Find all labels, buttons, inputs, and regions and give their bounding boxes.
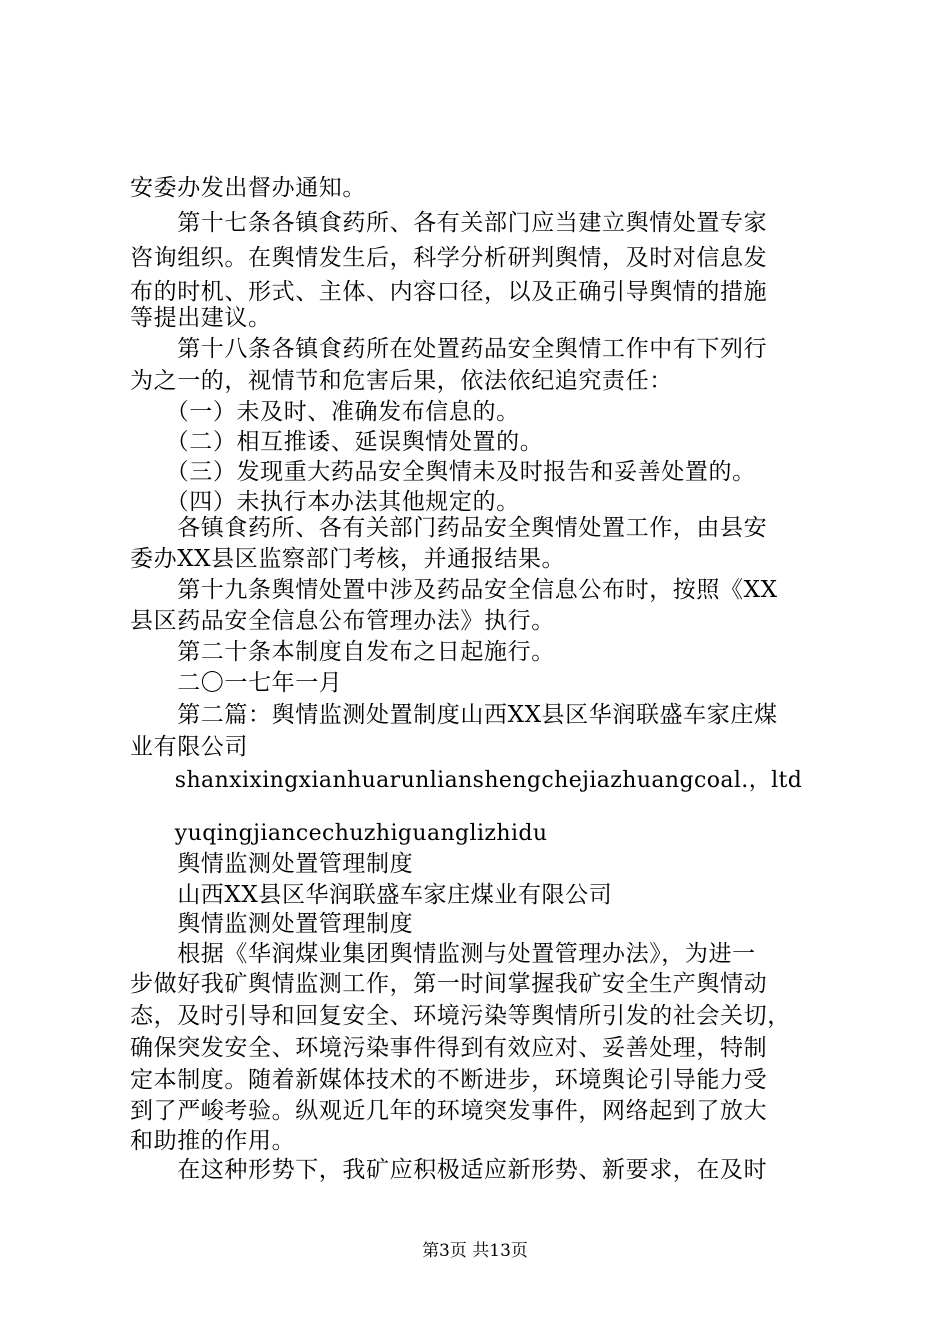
page-number-footer: 第3页 共13页 xyxy=(422,1241,528,1261)
text-line: 各镇食药所、各有关部门药品安全舆情处置工作，由县安 xyxy=(130,515,768,541)
text-line: 舆情监测处置管理制度 xyxy=(130,851,414,877)
text-line: 第十八条各镇食药所在处置药品安全舆情工作中有下列行 xyxy=(130,336,768,362)
text-line: shanxixingxianhuarunlianshengchejiazhuangcoal.，ltd xyxy=(130,768,803,793)
text-line: 咨询组织。在舆情发生后，科学分析研判舆情，及时对信息发 xyxy=(130,245,768,271)
text-line: 二〇一七年一月 xyxy=(130,670,343,696)
text-line: 态，及时引导和回复安全、环境污染等舆情所引发的社会关切， xyxy=(130,1003,791,1029)
text-line: 定本制度。随着新媒体技术的不断进步，环境舆论引导能力受 xyxy=(130,1067,768,1093)
text-line: 步做好我矿舆情监测工作，第一时间掌握我矿安全生产舆情动 xyxy=(130,971,768,997)
text-line: yuqingjiancechuzhiguanglizhidu xyxy=(130,821,548,846)
text-line: （四）未执行本办法其他规定的。 xyxy=(130,489,520,515)
text-line: 第二十条本制度自发布之日起施行。 xyxy=(130,639,555,665)
text-line: 布的时机、形式、主体、内容口径，以及正确引导舆情的措施 xyxy=(130,279,768,305)
text-line: 第十九条舆情处置中涉及药品安全信息公布时，按照《XX xyxy=(130,577,778,603)
text-line: 业有限公司 xyxy=(130,734,248,760)
text-line: 确保突发安全、环境污染事件得到有效应对、妥善处理，特制 xyxy=(130,1035,768,1061)
text-line: 山西XX县区华润联盛车家庄煤业有限公司 xyxy=(130,882,613,908)
text-line: （二）相互推诿、延误舆情处置的。 xyxy=(130,429,544,455)
text-line: 在这种形势下，我矿应积极适应新形势、新要求，在及时 xyxy=(130,1157,768,1183)
text-line: 为之一的，视情节和危害后果，依法依纪追究责任： xyxy=(130,368,673,394)
text-line: 根据《华润煤业集团舆情监测与处置管理办法》，为进一 xyxy=(130,941,756,967)
text-line: 第十七条各镇食药所、各有关部门应当建立舆情处置专家 xyxy=(130,210,768,236)
text-line: （一）未及时、准确发布信息的。 xyxy=(130,399,520,425)
text-line: 和助推的作用。 xyxy=(130,1128,296,1154)
text-line: 到了严峻考验。纵观近几年的环境突发事件，网络起到了放大 xyxy=(130,1098,768,1124)
text-line: （三）发现重大药品安全舆情未及时报告和妥善处置的。 xyxy=(130,459,756,485)
text-line: 第二篇：舆情监测处置制度山西XX县区华润联盛车家庄煤 xyxy=(130,702,778,728)
text-line: 委办XX县区监察部门考核，并通报结果。 xyxy=(130,546,566,572)
text-line: 舆情监测处置管理制度 xyxy=(130,911,414,937)
text-line: 县区药品安全信息公布管理办法》执行。 xyxy=(130,608,555,634)
text-line: 安委办发出督办通知。 xyxy=(130,175,366,201)
text-line: 等提出建议。 xyxy=(130,305,272,331)
